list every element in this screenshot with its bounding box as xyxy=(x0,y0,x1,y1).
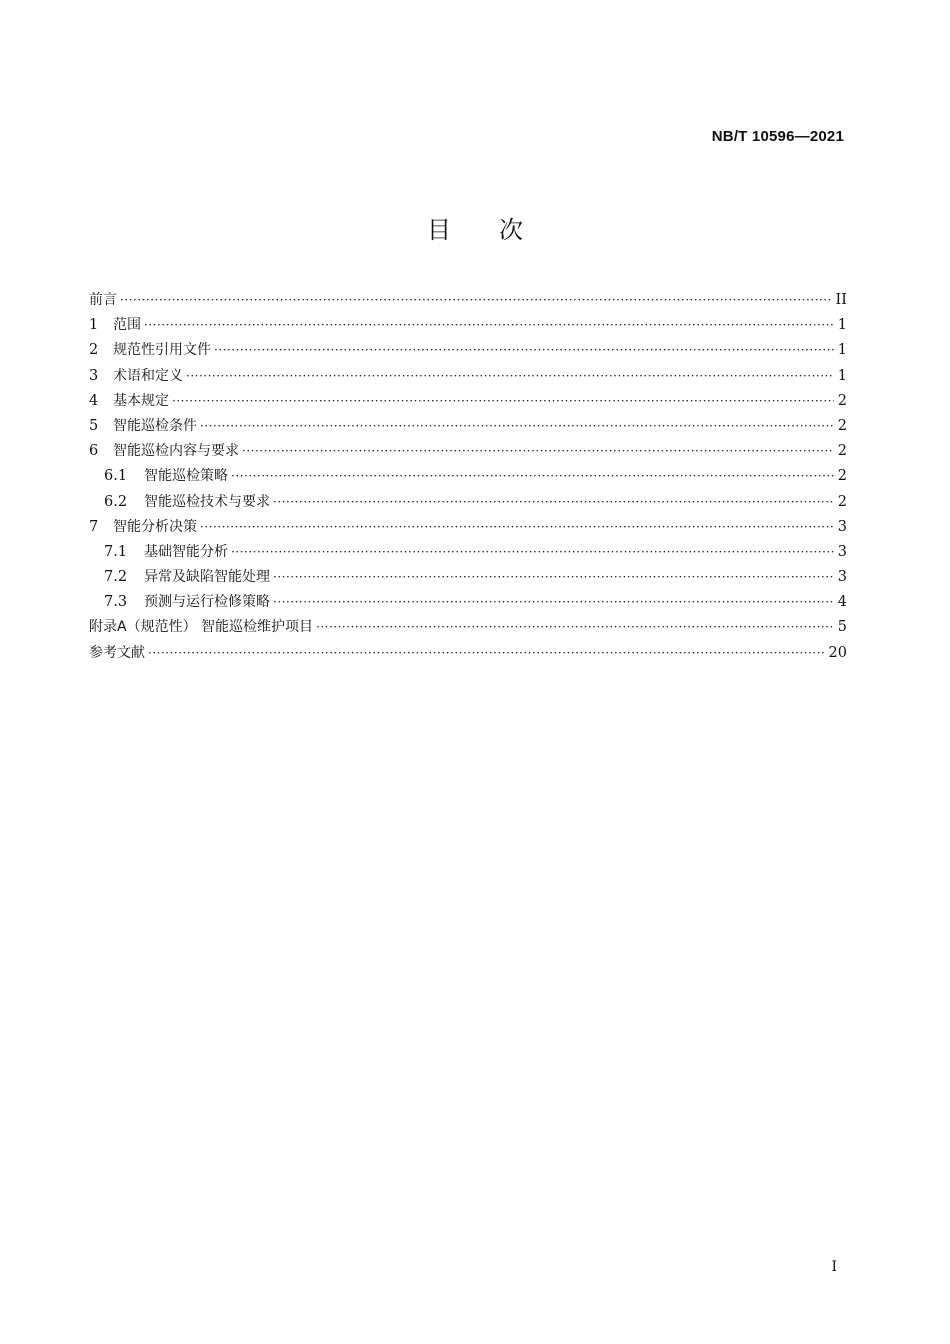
toc-entry-conditions[interactable] xyxy=(89,414,847,439)
table-of-contents xyxy=(89,288,847,666)
page-title xyxy=(0,210,950,245)
toc-leader-dots xyxy=(214,338,834,363)
toc-entry-page: 2 xyxy=(837,468,847,485)
toc-entry-page: 4 xyxy=(837,594,847,611)
toc-entry-page: 3 xyxy=(837,518,847,535)
toc-entry-normative-references[interactable] xyxy=(89,338,847,363)
toc-entry-label: 智能分析决策 xyxy=(113,518,197,535)
toc-entry-label: 规范性引用文件 xyxy=(113,342,211,359)
toc-entry-number: 6.1 xyxy=(104,468,128,485)
toc-entry-number: 7.2 xyxy=(104,569,128,586)
toc-leader-dots xyxy=(316,615,834,640)
toc-leader-dots xyxy=(242,439,834,464)
toc-entry-foreword[interactable] xyxy=(89,288,847,313)
toc-entry-page: 1 xyxy=(837,317,847,334)
toc-entry-basic-analysis[interactable] xyxy=(89,540,847,565)
toc-entry-label: 参考文献 xyxy=(89,644,145,661)
toc-entry-page: 3 xyxy=(837,543,847,560)
toc-leader-dots xyxy=(120,288,833,313)
toc-entry-page: II xyxy=(835,292,847,308)
toc-entry-label: 基础智能分析 xyxy=(144,543,228,560)
toc-entry-prediction[interactable] xyxy=(89,590,847,615)
toc-leader-dots xyxy=(172,389,834,414)
toc-entry-page: 1 xyxy=(837,367,847,384)
toc-entry-basic-rules[interactable] xyxy=(89,389,847,414)
toc-entry-number: 3 xyxy=(89,367,99,384)
page-number: I xyxy=(831,1259,837,1275)
toc-leader-dots xyxy=(273,565,834,590)
toc-leader-dots xyxy=(200,414,834,439)
toc-leader-dots xyxy=(200,515,834,540)
title-char-2: 次 xyxy=(499,216,523,244)
toc-leader-dots xyxy=(148,641,826,666)
toc-leader-dots xyxy=(231,464,834,489)
toc-entry-label: 附录A（规范性） 智能巡检维护项目 xyxy=(89,619,314,636)
toc-entry-page: 1 xyxy=(837,342,847,359)
toc-leader-dots xyxy=(273,490,834,515)
toc-entry-bibliography[interactable] xyxy=(89,641,847,666)
toc-entry-page: 2 xyxy=(837,443,847,460)
toc-entry-number: 7 xyxy=(89,518,99,535)
toc-entry-page: 5 xyxy=(837,619,847,636)
toc-entry-label: 基本规定 xyxy=(113,392,169,409)
toc-entry-number: 4 xyxy=(89,392,99,409)
toc-entry-number: 2 xyxy=(89,342,99,359)
toc-leader-dots xyxy=(231,540,834,565)
toc-entry-number: 6.2 xyxy=(104,493,128,510)
toc-entry-label: 智能巡检内容与要求 xyxy=(113,443,239,460)
toc-entry-page: 3 xyxy=(837,569,847,586)
toc-entry-number: 7.1 xyxy=(104,543,128,560)
toc-entry-strategy[interactable] xyxy=(89,464,847,489)
toc-entry-label: 智能巡检条件 xyxy=(113,417,197,434)
toc-entry-page: 2 xyxy=(837,417,847,434)
toc-entry-number: 6 xyxy=(89,443,99,460)
toc-entry-label: 前言 xyxy=(89,292,117,308)
toc-entry-anomaly[interactable] xyxy=(89,565,847,590)
toc-entry-number: 5 xyxy=(89,417,99,434)
title-char-1: 目 xyxy=(427,216,451,244)
toc-entry-label: 智能巡检策略 xyxy=(144,468,228,485)
toc-leader-dots xyxy=(273,590,834,615)
toc-entry-appendix-a[interactable] xyxy=(89,615,847,640)
toc-entry-number: 1 xyxy=(89,317,99,334)
toc-entry-label: 术语和定义 xyxy=(113,367,183,384)
toc-entry-number: 7.3 xyxy=(104,594,128,611)
toc-entry-analysis[interactable] xyxy=(89,515,847,540)
toc-entry-label: 异常及缺陷智能处理 xyxy=(144,569,270,586)
toc-entry-label: 范围 xyxy=(113,317,141,334)
toc-entry-page: 2 xyxy=(837,392,847,409)
toc-entry-scope[interactable] xyxy=(89,313,847,338)
toc-leader-dots xyxy=(186,364,834,389)
toc-entry-label: 预测与运行检修策略 xyxy=(144,594,270,611)
toc-entry-page: 20 xyxy=(828,644,847,661)
toc-entry-page: 2 xyxy=(837,493,847,510)
toc-entry-terms[interactable] xyxy=(89,364,847,389)
toc-leader-dots xyxy=(144,313,834,338)
standard-code: NB/T 10596—2021 xyxy=(711,128,844,145)
toc-entry-content-requirements[interactable] xyxy=(89,439,847,464)
toc-entry-label: 智能巡检技术与要求 xyxy=(144,493,270,510)
toc-entry-technology[interactable] xyxy=(89,490,847,515)
